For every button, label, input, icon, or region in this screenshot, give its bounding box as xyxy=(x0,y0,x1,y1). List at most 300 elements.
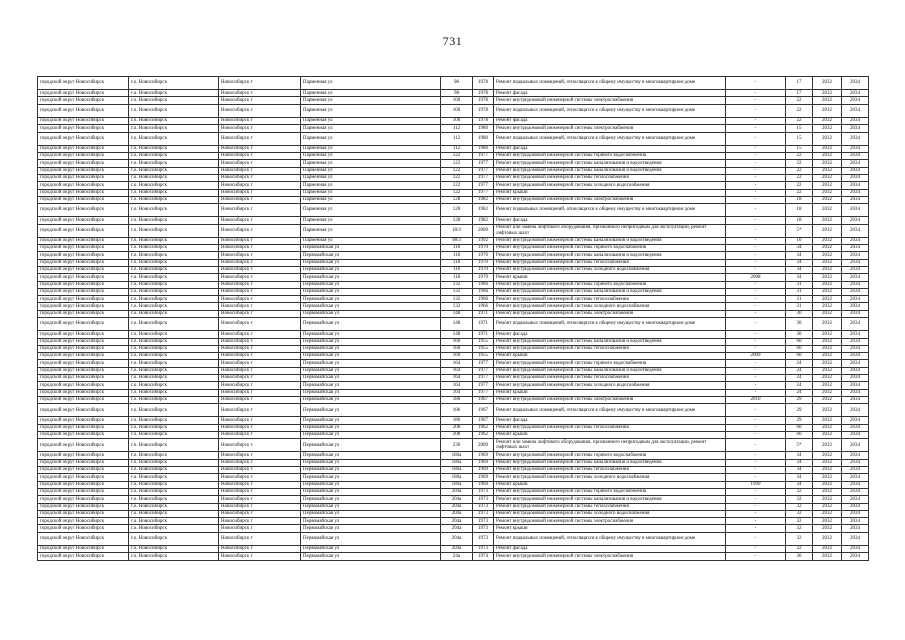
street-cell: Первомайская ул xyxy=(301,532,441,545)
plan-end-cell: 2034 xyxy=(842,375,869,382)
house-number-cell: 98 xyxy=(441,90,473,97)
city-cell: Новосибирск г xyxy=(219,382,301,389)
build-year-cell: 1977 xyxy=(473,167,494,174)
table-row xyxy=(38,389,869,396)
district-cell: г.о. Новосибирск xyxy=(129,452,219,459)
district-cell: г.о. Новосибирск xyxy=(129,360,219,367)
city-cell: Новосибирск г xyxy=(219,553,301,560)
house-number-cell: 118 xyxy=(441,274,473,281)
district-cell: г.о. Новосибирск xyxy=(129,274,219,281)
district-cell: г.о. Новосибирск xyxy=(129,104,219,117)
last-repair-year-cell: - xyxy=(726,196,786,203)
city-cell: Новосибирск г xyxy=(219,481,301,488)
last-repair-year-cell: - xyxy=(726,345,786,352)
last-repair-year-cell: - xyxy=(726,467,786,474)
work-type-cell: Ремонт фасада xyxy=(494,217,726,224)
district-cell: г.о. Новосибирск xyxy=(129,224,219,237)
municipality-cell: городской округ Новосибирск xyxy=(38,474,129,481)
municipality-cell: городской округ Новосибирск xyxy=(38,496,129,503)
district-cell: г.о. Новосибирск xyxy=(129,331,219,338)
municipality-cell: городской округ Новосибирск xyxy=(38,132,129,145)
plan-start-cell: 2032 xyxy=(813,153,842,160)
work-type-cell: Ремонт внутридомовой инженерной системы электроснабжения xyxy=(494,125,726,132)
district-cell: г.о. Новосибирск xyxy=(129,467,219,474)
municipality-cell: городской округ Новосибирск xyxy=(38,160,129,167)
wear-cell: 17 xyxy=(786,90,813,97)
house-number-cell: 204а xyxy=(441,545,473,552)
plan-start-cell: 2032 xyxy=(813,503,842,510)
district-cell: г.о. Новосибирск xyxy=(129,503,219,510)
house-number-cell: 160 xyxy=(441,345,473,352)
work-type-cell: Ремонт внутридомовой инженерной системы теплоснабжения xyxy=(494,467,726,474)
district-cell: г.о. Новосибирск xyxy=(129,77,219,90)
plan-start-cell: 2032 xyxy=(813,145,842,152)
city-cell: Новосибирск г xyxy=(219,525,301,532)
work-type-cell: Ремонт подвальных помещений, относящихся к общему имуществу в многоквартирном доме xyxy=(494,132,726,145)
build-year-cell: 1973 xyxy=(473,525,494,532)
city-cell: Новосибирск г xyxy=(219,496,301,503)
district-cell: г.о. Новосибирск xyxy=(129,396,219,403)
work-type-cell: Ремонт внутридомовой инженерной системы канализования и водоотведения xyxy=(494,459,726,466)
district-cell: г.о. Новосибирск xyxy=(129,424,219,431)
house-number-cell: 204а xyxy=(441,532,473,545)
municipality-cell: городской округ Новосибирск xyxy=(38,404,129,417)
table-row xyxy=(38,224,869,237)
plan-start-cell: 2032 xyxy=(813,245,842,252)
municipality-cell: городской округ Новосибирск xyxy=(38,545,129,552)
last-repair-year-cell: - xyxy=(726,252,786,259)
municipality-cell: городской округ Новосибирск xyxy=(38,117,129,124)
city-cell: Новосибирск г xyxy=(219,145,301,152)
street-cell: Первомайская ул xyxy=(301,553,441,560)
plan-end-cell: 2034 xyxy=(842,503,869,510)
house-number-cell: 148 xyxy=(441,331,473,338)
build-year-cell: 1966 xyxy=(473,303,494,310)
build-year-cell: 1980 xyxy=(473,125,494,132)
plan-start-cell: 2032 xyxy=(813,224,842,237)
work-type-cell: Ремонт внутридомовой инженерной системы теплоснабжения xyxy=(494,296,726,303)
street-cell: Первомайская ул xyxy=(301,503,441,510)
street-cell: Первомайская ул xyxy=(301,404,441,417)
wear-cell: 32 xyxy=(786,488,813,495)
work-type-cell: Ремонт фасада xyxy=(494,145,726,152)
plan-start-cell: 2032 xyxy=(813,117,842,124)
house-number-cell: 24а xyxy=(441,553,473,560)
municipality-cell: городской округ Новосибирск xyxy=(38,553,129,560)
work-type-cell: Ремонт внутридомовой инженерной системы холодного водоснабжения xyxy=(494,303,726,310)
build-year-cell: 1966 xyxy=(473,288,494,295)
work-type-cell: Ремонт внутридомовой инженерной системы теплоснабжения xyxy=(494,174,726,181)
last-repair-year-cell: - xyxy=(726,545,786,552)
house-number-cell: 128 xyxy=(441,204,473,217)
table-row xyxy=(38,125,869,132)
municipality-cell: городской округ Новосибирск xyxy=(38,424,129,431)
plan-start-cell: 2032 xyxy=(813,345,842,352)
street-cell: Первомайская ул xyxy=(301,474,441,481)
plan-end-cell: 2034 xyxy=(842,160,869,167)
plan-end-cell: 2034 xyxy=(842,274,869,281)
plan-start-cell: 2032 xyxy=(813,167,842,174)
house-number-cell: 164 xyxy=(441,367,473,374)
build-year-cell: 1970 xyxy=(473,266,494,273)
municipality-cell: городской округ Новосибирск xyxy=(38,189,129,196)
house-number-cell: 186а xyxy=(441,459,473,466)
last-repair-year-cell: - xyxy=(726,90,786,97)
house-number-cell: 164 xyxy=(441,360,473,367)
city-cell: Новосибирск г xyxy=(219,237,301,244)
plan-end-cell: 2034 xyxy=(842,97,869,104)
municipality-cell: городской округ Новосибирск xyxy=(38,281,129,288)
municipality-cell: городской округ Новосибирск xyxy=(38,252,129,259)
table-row xyxy=(38,532,869,545)
table-row xyxy=(38,432,869,439)
plan-end-cell: 2034 xyxy=(842,553,869,560)
plan-start-cell: 2032 xyxy=(813,360,842,367)
street-cell: Парменная ул xyxy=(301,167,441,174)
district-cell: г.о. Новосибирск xyxy=(129,204,219,217)
plan-start-cell: 2032 xyxy=(813,481,842,488)
municipality-cell: городской округ Новосибирск xyxy=(38,274,129,281)
last-repair-year-cell: - xyxy=(726,510,786,517)
district-cell: г.о. Новосибирск xyxy=(129,375,219,382)
municipality-cell: городской округ Новосибирск xyxy=(38,77,129,90)
municipality-cell: городской округ Новосибирск xyxy=(38,481,129,488)
municipality-cell: городской округ Новосибирск xyxy=(38,204,129,217)
municipality-cell: городской округ Новосибирск xyxy=(38,375,129,382)
build-year-cell: 1971 xyxy=(473,331,494,338)
wear-cell: 15 xyxy=(786,145,813,152)
table-row xyxy=(38,367,869,374)
city-cell: Новосибирск г xyxy=(219,503,301,510)
city-cell: Новосибирск г xyxy=(219,488,301,495)
wear-cell: 34 xyxy=(786,245,813,252)
city-cell: Новосибирск г xyxy=(219,510,301,517)
plan-end-cell: 2034 xyxy=(842,488,869,495)
wear-cell: 60 xyxy=(786,424,813,431)
house-number-cell: 118 xyxy=(441,259,473,266)
plan-start-cell: 2032 xyxy=(813,97,842,104)
build-year-cell: 1970 xyxy=(473,274,494,281)
street-cell: Первомайская ул xyxy=(301,488,441,495)
street-cell: Первомайская ул xyxy=(301,481,441,488)
municipality-cell: городской округ Новосибирск xyxy=(38,467,129,474)
municipality-cell: городской округ Новосибирск xyxy=(38,174,129,181)
plan-start-cell: 2032 xyxy=(813,90,842,97)
street-cell: Первомайская ул xyxy=(301,417,441,424)
build-year-cell: 1969 xyxy=(473,452,494,459)
wear-cell: 15 xyxy=(786,125,813,132)
table-row xyxy=(38,245,869,252)
last-repair-year-cell: - xyxy=(726,245,786,252)
plan-end-cell: 2034 xyxy=(842,467,869,474)
city-cell: Новосибирск г xyxy=(219,167,301,174)
municipality-cell: городской округ Новосибирск xyxy=(38,125,129,132)
municipality-cell: городской округ Новосибирск xyxy=(38,167,129,174)
district-cell: г.о. Новосибирск xyxy=(129,518,219,525)
plan-start-cell: 2032 xyxy=(813,375,842,382)
build-year-cell: 1977 xyxy=(473,367,494,374)
build-year-cell: 1970 xyxy=(473,245,494,252)
house-number-cell: 128 xyxy=(441,196,473,203)
last-repair-year-cell: - xyxy=(726,288,786,295)
last-repair-year-cell: - xyxy=(726,167,786,174)
plan-end-cell: 2034 xyxy=(842,518,869,525)
work-type-cell: Ремонт внутридомовой инженерной системы горячего водоснабжения xyxy=(494,360,726,367)
plan-start-cell: 2032 xyxy=(813,353,842,360)
table-row xyxy=(38,252,869,259)
house-number-cell: 164 xyxy=(441,382,473,389)
wear-cell: 32 xyxy=(786,532,813,545)
table-row xyxy=(38,331,869,338)
last-repair-year-cell: 1999 xyxy=(726,481,786,488)
city-cell: Новосибирск г xyxy=(219,467,301,474)
last-repair-year-cell: - xyxy=(726,459,786,466)
build-year-cell: 1974 xyxy=(473,553,494,560)
district-cell: г.о. Новосибирск xyxy=(129,353,219,360)
build-year-cell: 1966 xyxy=(473,296,494,303)
plan-end-cell: 2034 xyxy=(842,532,869,545)
wear-cell: 22 xyxy=(786,160,813,167)
plan-start-cell: 2032 xyxy=(813,196,842,203)
plan-start-cell: 2032 xyxy=(813,296,842,303)
municipality-cell: городской округ Новосибирск xyxy=(38,104,129,117)
table-row xyxy=(38,296,869,303)
district-cell: г.о. Новосибирск xyxy=(129,196,219,203)
work-type-cell: Ремонт фасада xyxy=(494,90,726,97)
city-cell: Новосибирск г xyxy=(219,375,301,382)
house-number-cell: 204а xyxy=(441,496,473,503)
house-number-cell: 118 xyxy=(441,252,473,259)
work-type-cell: Ремонт подвальных помещений, относящихся к общему имуществу в многоквартирном доме xyxy=(494,104,726,117)
table-row xyxy=(38,160,869,167)
build-year-cell: 1973 xyxy=(473,518,494,525)
municipality-cell: городской округ Новосибирск xyxy=(38,459,129,466)
wear-cell: 60 xyxy=(786,345,813,352)
table-row xyxy=(38,459,869,466)
table-row xyxy=(38,353,869,360)
street-cell: Первомайская ул xyxy=(301,510,441,517)
house-number-cell: 186а xyxy=(441,452,473,459)
house-number-cell: 160 xyxy=(441,338,473,345)
wear-cell: 22 xyxy=(786,182,813,189)
plan-end-cell: 2034 xyxy=(842,132,869,145)
work-type-cell: Ремонт внутридомовой инженерной системы канализования и водоотведения xyxy=(494,338,726,345)
table-row xyxy=(38,318,869,331)
street-cell: Парменная ул xyxy=(301,224,441,237)
build-year-cell: 1977 xyxy=(473,382,494,389)
street-cell: Первомайская ул xyxy=(301,432,441,439)
build-year-cell: 1982 xyxy=(473,204,494,217)
table-row xyxy=(38,104,869,117)
wear-cell: 34 xyxy=(786,252,813,259)
city-cell: Новосибирск г xyxy=(219,389,301,396)
district-cell: г.о. Новосибирск xyxy=(129,553,219,560)
street-cell: Первомайская ул xyxy=(301,274,441,281)
work-type-cell: Ремонт внутридомовой инженерной системы канализования и водоотведения xyxy=(494,160,726,167)
table-row xyxy=(38,303,869,310)
house-number-cell: 164 xyxy=(441,389,473,396)
city-cell: Новосибирск г xyxy=(219,288,301,295)
street-cell: Парменная ул xyxy=(301,132,441,145)
street-cell: Парменная ул xyxy=(301,237,441,244)
street-cell: Парменная ул xyxy=(301,189,441,196)
district-cell: г.о. Новосибирск xyxy=(129,132,219,145)
district-cell: г.о. Новосибирск xyxy=(129,259,219,266)
wear-cell: 60 xyxy=(786,432,813,439)
table-row xyxy=(38,167,869,174)
build-year-cell: 1978 xyxy=(473,104,494,117)
plan-start-cell: 2032 xyxy=(813,389,842,396)
plan-start-cell: 2032 xyxy=(813,518,842,525)
city-cell: Новосибирск г xyxy=(219,518,301,525)
table-row xyxy=(38,189,869,196)
city-cell: Новосибирск г xyxy=(219,252,301,259)
plan-end-cell: 2034 xyxy=(842,353,869,360)
city-cell: Новосибирск г xyxy=(219,224,301,237)
wear-cell: 22 xyxy=(786,174,813,181)
last-repair-year-cell: - xyxy=(726,360,786,367)
house-number-cell: 186 xyxy=(441,417,473,424)
street-cell: Первомайская ул xyxy=(301,353,441,360)
city-cell: Новосибирск г xyxy=(219,459,301,466)
last-repair-year-cell: - xyxy=(726,389,786,396)
wear-cell: 31 xyxy=(786,281,813,288)
city-cell: Новосибирск г xyxy=(219,259,301,266)
city-cell: Новосибирск г xyxy=(219,281,301,288)
table-row xyxy=(38,345,869,352)
last-repair-year-cell: - xyxy=(726,153,786,160)
house-number-cell: 118 xyxy=(441,245,473,252)
table-row xyxy=(38,237,869,244)
work-type-cell: Ремонт фасада xyxy=(494,417,726,424)
build-year-cell: 1977 xyxy=(473,160,494,167)
municipality-cell: городской округ Новосибирск xyxy=(38,417,129,424)
table-row xyxy=(38,424,869,431)
build-year-cell: 1967 xyxy=(473,417,494,424)
last-repair-year-cell: - xyxy=(726,382,786,389)
work-type-cell: Ремонт внутридомовой инженерной системы теплоснабжения xyxy=(494,503,726,510)
table-row xyxy=(38,338,869,345)
wear-cell: 10 xyxy=(786,237,813,244)
build-year-cell: 1969 xyxy=(473,459,494,466)
plan-start-cell: 2032 xyxy=(813,532,842,545)
work-type-cell: Ремонт внутридомовой инженерной системы холодного водоснабжения xyxy=(494,266,726,273)
last-repair-year-cell: - xyxy=(726,189,786,196)
house-number-cell: 122 xyxy=(441,174,473,181)
build-year-cell: 1978 xyxy=(473,97,494,104)
district-cell: г.о. Новосибирск xyxy=(129,417,219,424)
city-cell: Новосибирск г xyxy=(219,452,301,459)
build-year-cell: 1962 xyxy=(473,424,494,431)
build-year-cell: 1973 xyxy=(473,510,494,517)
last-repair-year-cell: - xyxy=(726,331,786,338)
municipality-cell: городской округ Новосибирск xyxy=(38,353,129,360)
city-cell: Новосибирск г xyxy=(219,77,301,90)
municipality-cell: городской округ Новосибирск xyxy=(38,310,129,317)
house-number-cell: 122 xyxy=(441,160,473,167)
wear-cell: 34 xyxy=(786,481,813,488)
wear-cell: 34 xyxy=(786,459,813,466)
house-number-cell: 208 xyxy=(441,432,473,439)
street-cell: Парменная ул xyxy=(301,77,441,90)
work-type-cell: Ремонт крыши xyxy=(494,353,726,360)
last-repair-year-cell: - xyxy=(726,553,786,560)
table-row xyxy=(38,174,869,181)
district-cell: г.о. Новосибирск xyxy=(129,510,219,517)
plan-start-cell: 2032 xyxy=(813,424,842,431)
municipality-cell: городской округ Новосибирск xyxy=(38,488,129,495)
wear-cell: 17 xyxy=(786,77,813,90)
wear-cell: 32 xyxy=(786,525,813,532)
house-number-cell: 186 xyxy=(441,396,473,403)
street-cell: Первомайская ул xyxy=(301,310,441,317)
repair-schedule-table xyxy=(37,76,869,561)
table-row xyxy=(38,153,869,160)
street-cell: Первомайская ул xyxy=(301,389,441,396)
plan-end-cell: 2034 xyxy=(842,259,869,266)
municipality-cell: городской округ Новосибирск xyxy=(38,382,129,389)
plan-start-cell: 2032 xyxy=(813,266,842,273)
build-year-cell: 1973 xyxy=(473,503,494,510)
work-type-cell: Ремонт подвальных помещений, относящихся к общему имуществу в многоквартирном доме xyxy=(494,204,726,217)
table-row xyxy=(38,132,869,145)
wear-cell: 24 xyxy=(786,389,813,396)
street-cell: Первомайская ул xyxy=(301,518,441,525)
work-type-cell: Ремонт внутридомовой инженерной системы теплоснабжения xyxy=(494,375,726,382)
build-year-cell: 1969 xyxy=(473,467,494,474)
work-type-cell: Ремонт внутридомовой инженерной системы канализования и водоотведения xyxy=(494,252,726,259)
last-repair-year-cell: - xyxy=(726,132,786,145)
work-type-cell: Ремонт внутридомовой инженерной системы теплоснабжения xyxy=(494,259,726,266)
city-cell: Новосибирск г xyxy=(219,174,301,181)
street-cell: Первомайская ул xyxy=(301,467,441,474)
table-row xyxy=(38,503,869,510)
work-type-cell: Ремонт внутридомовой инженерной системы горячего водоснабжения xyxy=(494,452,726,459)
plan-start-cell: 2032 xyxy=(813,382,842,389)
plan-end-cell: 2034 xyxy=(842,452,869,459)
house-number-cell: 112 xyxy=(441,132,473,145)
plan-end-cell: 2034 xyxy=(842,424,869,431)
street-cell: Парменная ул xyxy=(301,153,441,160)
wear-cell: 29 xyxy=(786,396,813,403)
wear-cell: 32 xyxy=(786,496,813,503)
wear-cell: 36 xyxy=(786,553,813,560)
table-row xyxy=(38,439,869,452)
build-year-cell: 1980 xyxy=(473,132,494,145)
plan-end-cell: 2034 xyxy=(842,331,869,338)
house-number-cell: 112 xyxy=(441,145,473,152)
street-cell: Первомайская ул xyxy=(301,496,441,503)
city-cell: Новосибирск г xyxy=(219,117,301,124)
city-cell: Новосибирск г xyxy=(219,474,301,481)
wear-cell: 34 xyxy=(786,467,813,474)
house-number-cell: 132 xyxy=(441,281,473,288)
municipality-cell: городской округ Новосибирск xyxy=(38,237,129,244)
last-repair-year-cell: - xyxy=(726,488,786,495)
wear-cell: 24 xyxy=(786,375,813,382)
plan-end-cell: 2034 xyxy=(842,510,869,517)
street-cell: Первомайская ул xyxy=(301,545,441,552)
work-type-cell: Ремонт внутридомовой инженерной системы холодного водоснабжения xyxy=(494,182,726,189)
plan-end-cell: 2034 xyxy=(842,303,869,310)
wear-cell: 31 xyxy=(786,288,813,295)
plan-end-cell: 2034 xyxy=(842,439,869,452)
wear-cell: 34 xyxy=(786,474,813,481)
district-cell: г.о. Новосибирск xyxy=(129,153,219,160)
plan-start-cell: 2032 xyxy=(813,459,842,466)
city-cell: Новосибирск г xyxy=(219,396,301,403)
work-type-cell: Ремонт внутридомовой инженерной системы канализования и водоотведения xyxy=(494,367,726,374)
